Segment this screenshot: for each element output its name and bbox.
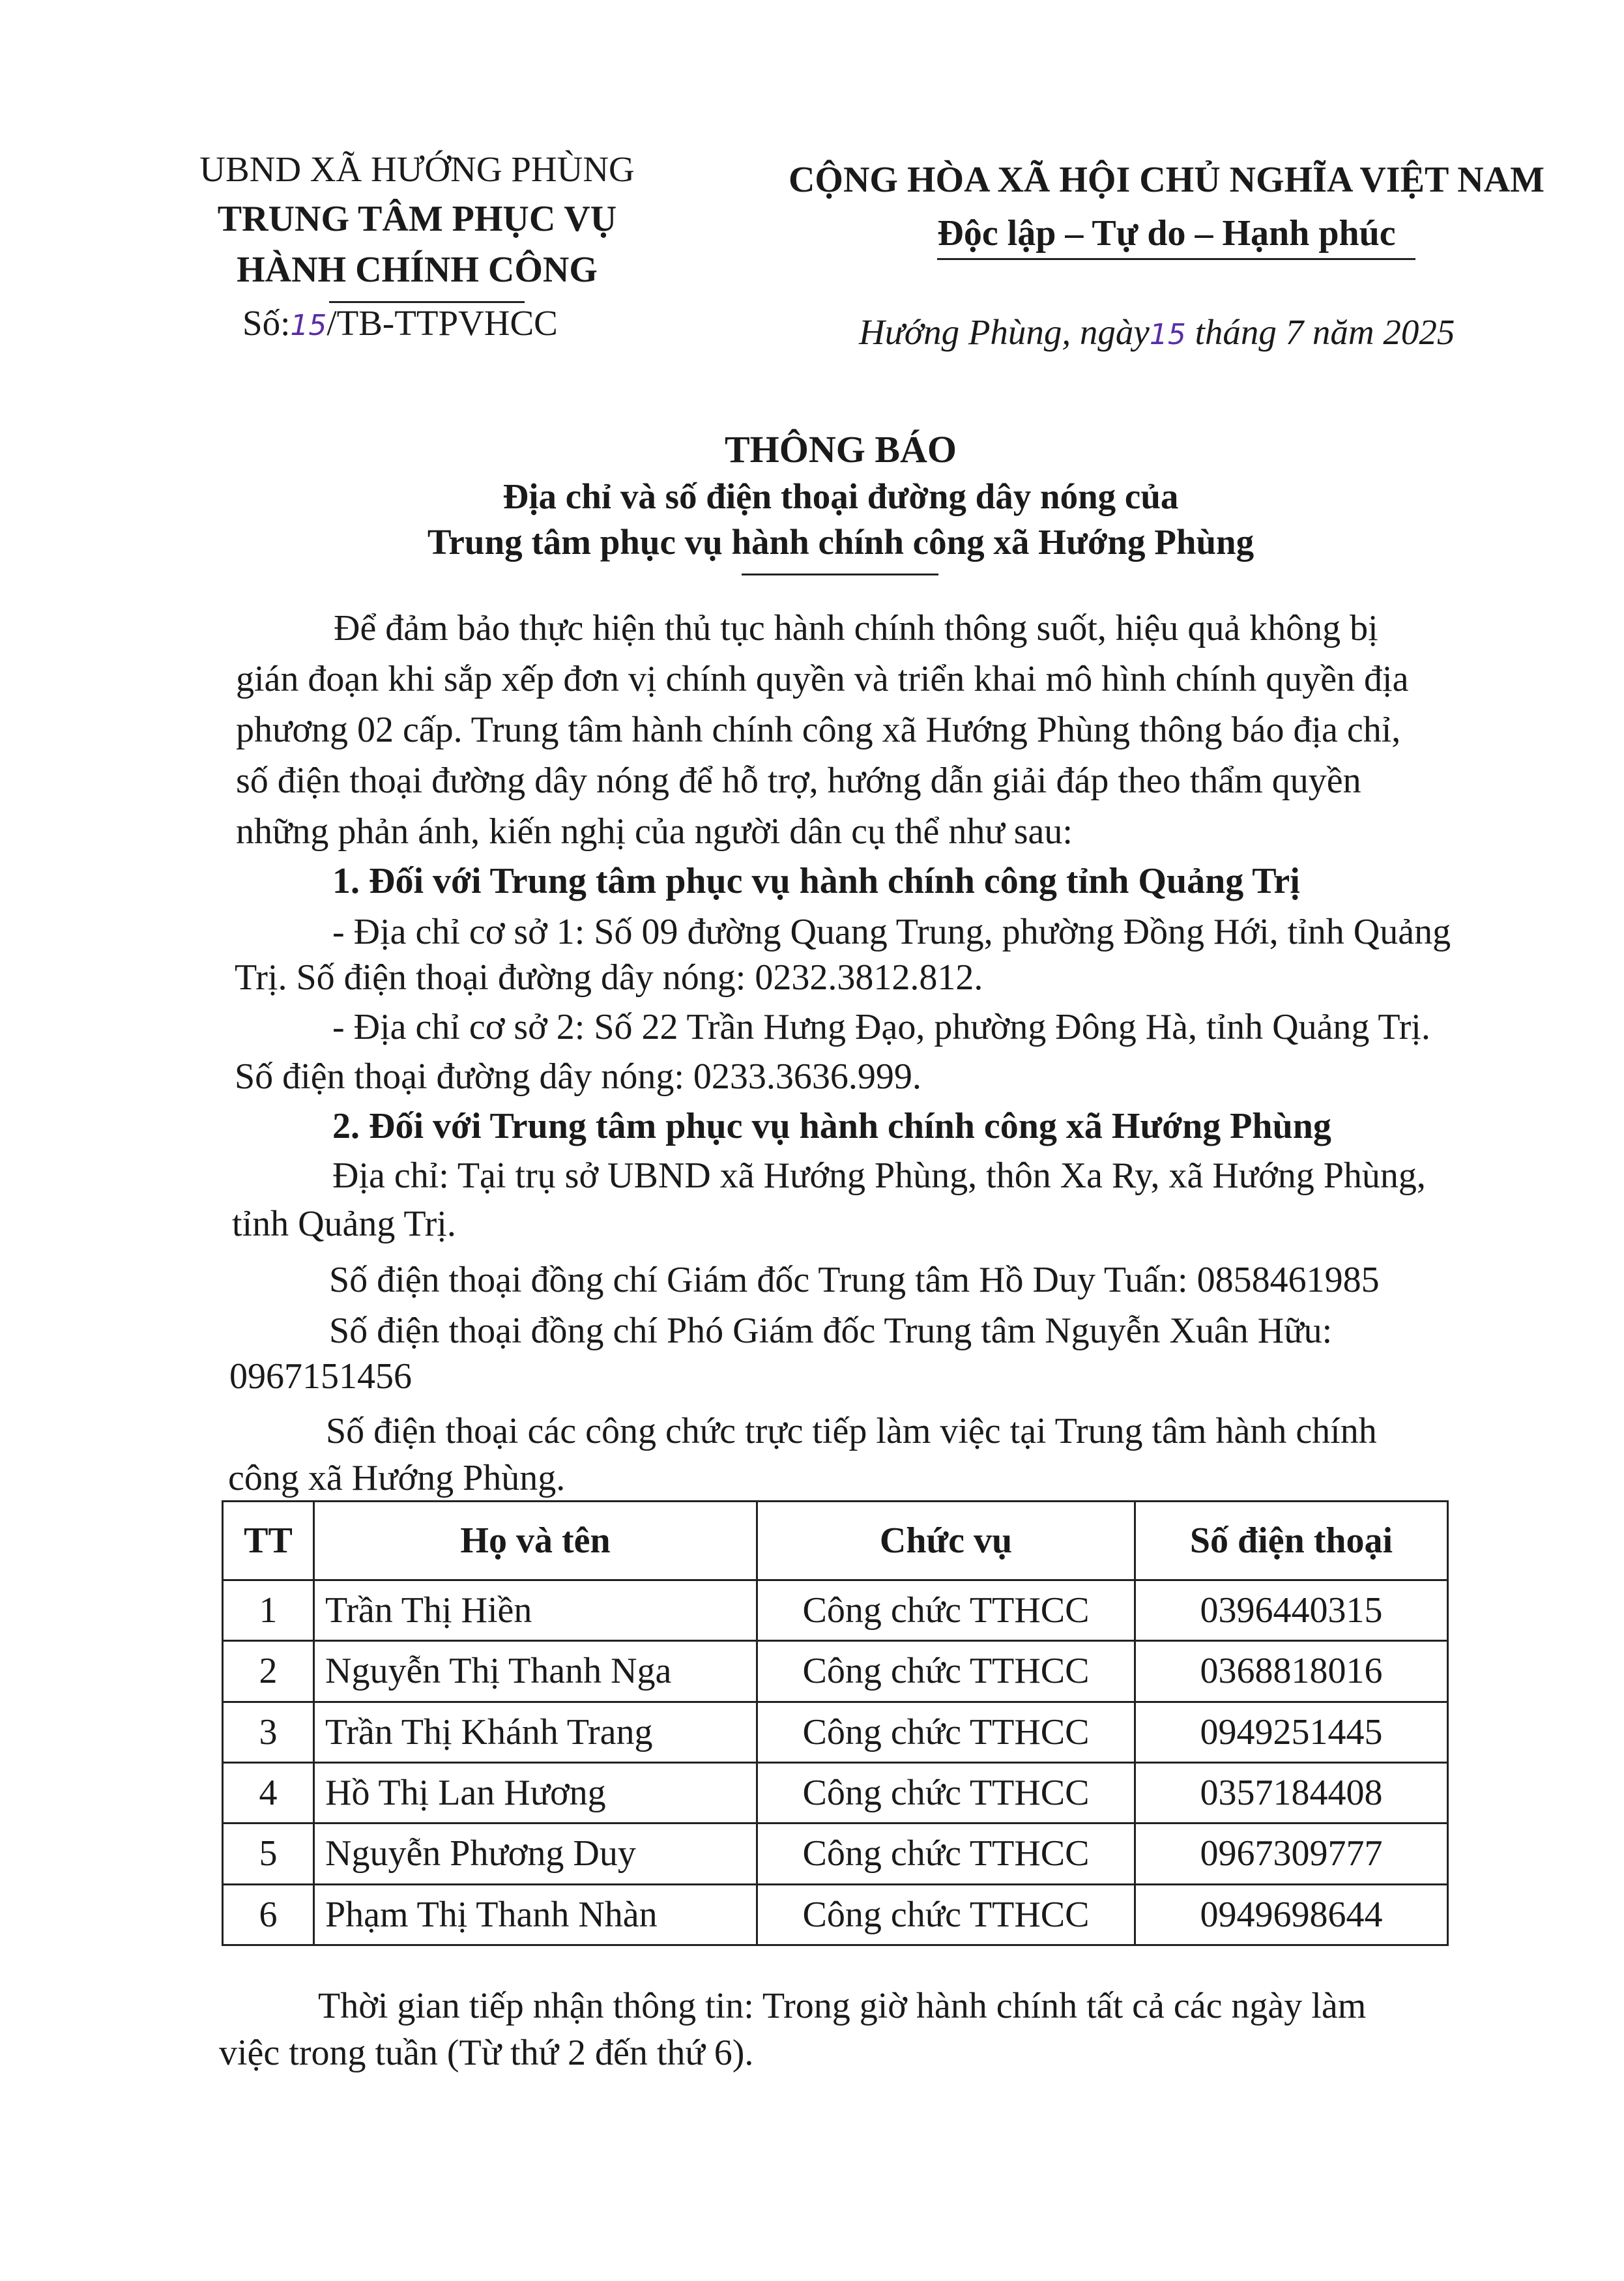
- notice-subtitle-line2: Trung tâm phục vụ hành chính công xã Hướng Phùng: [427, 522, 1254, 562]
- row-position: Công chức TTHCC: [757, 1884, 1135, 1945]
- table-row: [223, 1702, 1448, 1762]
- section-1-address-2-line-2: Số điện thoại đường dây nóng: 0233.3636.999.: [235, 1056, 921, 1097]
- row-full-name: Hồ Thị Lan Hương: [314, 1762, 757, 1823]
- table-header-row: [223, 1502, 1448, 1580]
- row-phone: 0949698644: [1135, 1884, 1448, 1945]
- row-position: Công chức TTHCC: [757, 1641, 1135, 1702]
- staff-phone-table: [222, 1500, 1449, 1946]
- national-motto: Độc lập – Tự do – Hạnh phúc: [937, 213, 1396, 254]
- deputy-director-phone-line-2: 0967151456: [229, 1356, 412, 1397]
- section-2-heading: 2. Đối với Trung tâm phục vụ hành chính công xã Hướng Phùng: [332, 1106, 1331, 1146]
- section-2-address-line-1: Địa chỉ: Tại trụ sở UBND xã Hướng Phùng, thôn Xa Ry, xã Hướng Phùng,: [332, 1155, 1426, 1196]
- deputy-director-phone-line-1: Số điện thoại đồng chí Phó Giám đốc Trung tâm Nguyễn Xuân Hữu:: [329, 1311, 1333, 1351]
- section-1-address-1-line-1: - Địa chỉ cơ sở 1: Số 09 đường Quang Trung, phường Đồng Hới, tỉnh Quảng: [332, 912, 1451, 952]
- staff-intro-line-2: công xã Hướng Phùng.: [228, 1458, 566, 1498]
- header-phone: Số điện thoại: [1135, 1502, 1448, 1580]
- closing-line-2: việc trong tuần (Từ thứ 2 đến thứ 6).: [219, 2033, 754, 2073]
- org-name-line2: HÀNH CHÍNH CÔNG: [237, 250, 598, 290]
- table-row: [223, 1884, 1448, 1945]
- notice-subtitle-line1: Địa chỉ và số điện thoại đường dây nóng của: [502, 476, 1179, 516]
- row-phone: 0967309777: [1135, 1823, 1448, 1884]
- row-position: Công chức TTHCC: [757, 1823, 1135, 1884]
- motto-underline: [937, 258, 1415, 260]
- title-underline: [742, 574, 938, 575]
- place-date-day-handwritten: 15: [1149, 318, 1186, 351]
- section-2-address-line-2: tỉnh Quảng Trị.: [232, 1204, 456, 1244]
- document-number-prefix: Số:: [242, 303, 291, 343]
- place-date-prefix: Hướng Phùng, ngày: [859, 312, 1150, 352]
- place-date: [859, 312, 1455, 353]
- row-order: 3: [223, 1702, 314, 1762]
- section-1-address-2-line-1: - Địa chỉ cơ sở 2: Số 22 Trần Hưng Đạo, phường Đông Hà, tỉnh Quảng Trị.: [332, 1007, 1430, 1047]
- table-row: [223, 1823, 1448, 1884]
- row-order: 2: [223, 1641, 314, 1702]
- row-order: 5: [223, 1823, 314, 1884]
- row-order: 1: [223, 1580, 314, 1641]
- place-date-suffix: tháng 7 năm 2025: [1195, 312, 1455, 352]
- director-phone: Số điện thoại đồng chí Giám đốc Trung tâm Hồ Duy Tuấn: 0858461985: [329, 1260, 1380, 1300]
- row-phone: 0368818016: [1135, 1641, 1448, 1702]
- row-phone: 0396440315: [1135, 1580, 1448, 1641]
- notice-title: THÔNG BÁO: [724, 428, 957, 471]
- section-1-heading: 1. Đối với Trung tâm phục vụ hành chính công tỉnh Quảng Trị: [332, 861, 1300, 901]
- row-full-name: Phạm Thị Thanh Nhàn: [314, 1884, 757, 1945]
- header-position: Chức vụ: [757, 1502, 1135, 1580]
- table-row: [223, 1580, 1448, 1641]
- staff-intro-line-1: Số điện thoại các công chức trực tiếp làm việc tại Trung tâm hành chính: [326, 1411, 1377, 1451]
- intro-line-4: số điện thoại đường dây nóng để hỗ trợ, hướng dẫn giải đáp theo thẩm quyền: [236, 761, 1361, 801]
- authority-name: UBND XÃ HƯỚNG PHÙNG: [199, 149, 635, 189]
- document-number-handwritten: 15: [290, 309, 327, 342]
- document-number: [242, 302, 558, 343]
- row-position: Công chức TTHCC: [757, 1762, 1135, 1823]
- intro-line-1: Để đảm bảo thực hiện thủ tục hành chính thông suốt, hiệu quả không bị: [334, 608, 1378, 648]
- org-name-line1: TRUNG TÂM PHỤC VỤ: [217, 199, 617, 239]
- closing-line-1: Thời gian tiếp nhận thông tin: Trong giờ hành chính tất cả các ngày làm: [318, 1986, 1367, 2026]
- nation-name: CỘNG HÒA XÃ HỘI CHỦ NGHĨA VIỆT NAM: [788, 160, 1545, 200]
- document-number-suffix: /TB-TTPVHCC: [326, 303, 558, 343]
- table-row: [223, 1641, 1448, 1702]
- row-phone: 0357184408: [1135, 1762, 1448, 1823]
- row-full-name: Nguyễn Phương Duy: [314, 1823, 757, 1884]
- row-order: 6: [223, 1884, 314, 1945]
- section-1-address-1-line-2: Trị. Số điện thoại đường dây nóng: 0232.3812.812.: [235, 957, 983, 998]
- intro-line-2: gián đoạn khi sắp xếp đơn vị chính quyền và triển khai mô hình chính quyền địa: [236, 659, 1409, 699]
- table-row: [223, 1762, 1448, 1823]
- header-full-name: Họ và tên: [314, 1502, 757, 1580]
- header-order: TT: [223, 1502, 314, 1580]
- intro-line-3: phương 02 cấp. Trung tâm hành chính công xã Hướng Phùng thông báo địa chỉ,: [236, 710, 1401, 750]
- row-full-name: Trần Thị Khánh Trang: [314, 1702, 757, 1762]
- row-phone: 0949251445: [1135, 1702, 1448, 1762]
- intro-line-5: những phản ánh, kiến nghị của người dân cụ thể như sau:: [236, 811, 1073, 852]
- row-full-name: Trần Thị Hiền: [314, 1580, 757, 1641]
- row-full-name: Nguyễn Thị Thanh Nga: [314, 1641, 757, 1702]
- row-position: Công chức TTHCC: [757, 1702, 1135, 1762]
- row-order: 4: [223, 1762, 314, 1823]
- row-position: Công chức TTHCC: [757, 1580, 1135, 1641]
